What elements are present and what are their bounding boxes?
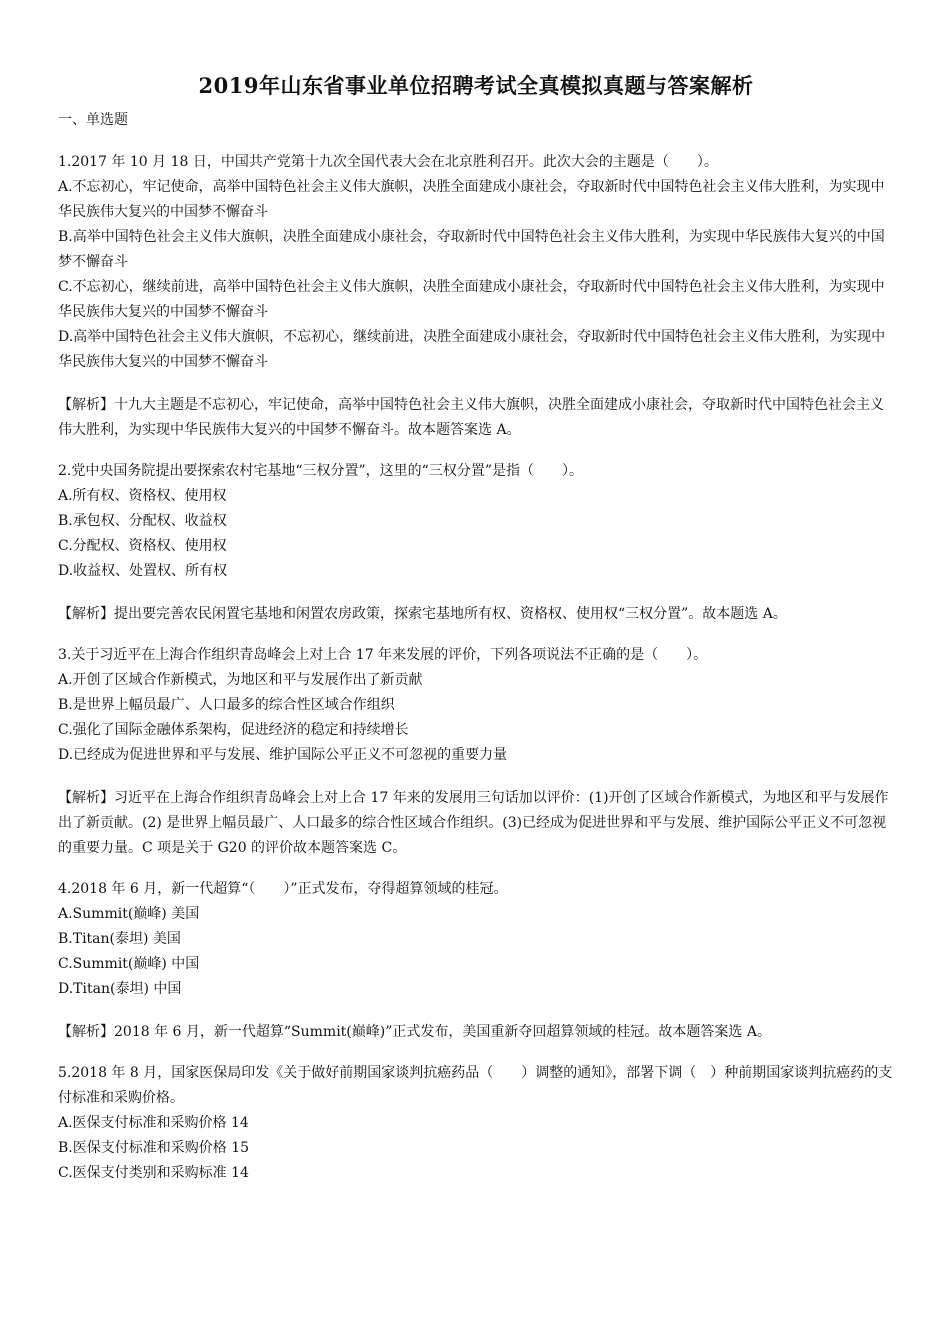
analysis-text: 【解析】2018 年 6 月，新一代超算“Summit(巅峰)”正式发布，美国重新夺回超算领域的桂冠。故本题答案选 A。 <box>58 1024 771 1040</box>
option-d: D.已经成为促进世界和平与发展、维护国际公平正义不可忽视的重要力量 <box>58 747 508 763</box>
option-a: A.开创了区域合作新模式，为地区和平与发展作出了新贡献 <box>58 672 423 688</box>
option-c: C.Summit(巅峰) 中国 <box>58 956 200 972</box>
question-stem: 3.关于习近平在上海合作组织青岛峰会上对上合 17 年来发展的评价，下列各项说法不正确的是（ ）。 <box>58 647 708 663</box>
analysis-text: 【解析】提出要完善农民闲置宅基地和闲置农房政策，探索宅基地所有权、资格权、使用权“三权分置”。故本题选 A。 <box>58 606 787 622</box>
option-c: C.医保支付类别和采购标准 14 <box>58 1165 249 1181</box>
option-d: D.收益权、处置权、所有权 <box>58 563 228 579</box>
option-c: C.分配权、资格权、使用权 <box>58 538 227 554</box>
analysis-text: 【解析】习近平在上海合作组织青岛峰会上对上合 17 年来的发展用三句话加以评价：(1)开创了区域合作新模式，为地区和平与发展作出了新贡献。(2) 是世界上幅员最广、人口最多的综合性区域合作组织。(3)已经成为促进世界和平与发展、维护国际公平正义不可忽视的重要力量。C 项是关于 G20 的评价故本题答案选 C。 <box>58 790 889 856</box>
option-c: C.强化了国际金融体系架构，促进经济的稳定和持续增长 <box>58 722 409 738</box>
question-3 <box>58 643 894 861</box>
option-a: A.Summit(巅峰) 美国 <box>58 906 200 922</box>
question-5 <box>58 1061 894 1186</box>
option-b: B.承包权、分配权、收益权 <box>58 513 227 529</box>
option-b: B.高举中国特色社会主义伟大旗帜，决胜全面建成小康社会，夺取新时代中国特色社会主义伟大胜利，为实现中华民族伟大复兴的中国梦不懈奋斗 <box>58 229 885 270</box>
question-1 <box>58 150 894 443</box>
question-2 <box>58 459 894 627</box>
option-a: A.医保支付标准和采购价格 14 <box>58 1115 249 1131</box>
option-a: A.所有权、资格权、使用权 <box>58 488 227 504</box>
section-heading: 一、单选题 <box>58 112 128 128</box>
question-stem: 5.2018 年 8 月，国家医保局印发《关于做好前期国家谈判抗癌药品（ ）调整的通知》，部署下调（ ）种前期国家谈判抗癌药的支付标准和采购价格。 <box>58 1065 893 1106</box>
option-b: B.是世界上幅员最广、人口最多的综合性区域合作组织 <box>58 697 395 713</box>
question-4 <box>58 877 894 1045</box>
option-b: B.医保支付标准和采购价格 15 <box>58 1140 250 1156</box>
option-d: D.Titan(泰坦) 中国 <box>58 981 182 997</box>
option-d: D.高举中国特色社会主义伟大旗帜，不忘初心，继续前进，决胜全面建成小康社会，夺取新时代中国特色社会主义伟大胜利，为实现中华民族伟大复兴的中国梦不懈奋斗 <box>58 329 886 370</box>
document-title: 2019年山东省事业单位招聘考试全真模拟真题与答案解析 <box>198 73 754 98</box>
question-stem: 4.2018 年 6 月，新一代超算“（ ）”正式发布，夺得超算领域的桂冠。 <box>58 881 508 897</box>
option-a: A.不忘初心，牢记使命，高举中国特色社会主义伟大旗帜，决胜全面建成小康社会，夺取新时代中国特色社会主义伟大胜利，为实现中华民族伟大复兴的中国梦不懈奋斗 <box>58 179 885 220</box>
option-b: B.Titan(泰坦) 美国 <box>58 931 181 947</box>
analysis-text: 【解析】十九大主题是不忘初心，牢记使命，高举中国特色社会主义伟大旗帜，决胜全面建成小康社会，夺取新时代中国特色社会主义伟大胜利，为实现中华民族伟大复兴的中国梦不懈奋斗。故本题答案选 A。 <box>58 397 884 438</box>
question-stem: 2.党中央国务院提出要探索农村宅基地“三权分置”，这里的“三权分置”是指（ ）。 <box>58 463 583 479</box>
question-stem: 1.2017 年 10 月 18 日，中国共产党第十九次全国代表大会在北京胜利召开。此次大会的主题是（ ）。 <box>58 154 718 170</box>
option-c: C.不忘初心，继续前进，高举中国特色社会主义伟大旗帜，决胜全面建成小康社会，夺取新时代中国特色社会主义伟大胜利，为实现中华民族伟大复兴的中国梦不懈奋斗 <box>58 279 885 320</box>
